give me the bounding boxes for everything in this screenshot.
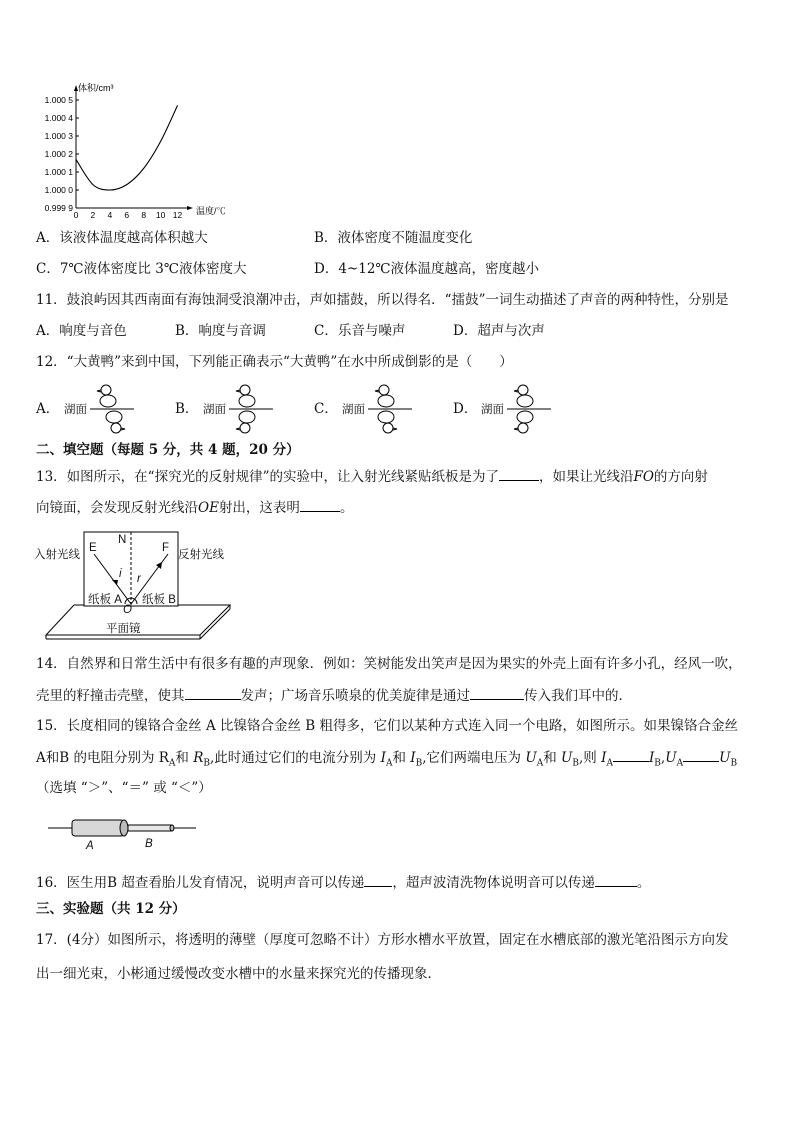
section-3-heading: 三、实验题（共 12 分） [36,901,186,917]
volume-curve [76,105,178,190]
q11-stem: 11．鼓浪屿因其西南面有海蚀洞受浪潮冲击，声如擂鼓，所以得名．“擂鼓”一词生动描述了声音的两种特性，分别是 [36,292,729,308]
y-tick-label: 1.000 2 [44,149,73,159]
y-tick-label: 1.000 1 [44,167,73,177]
point-o-label: O [123,604,132,616]
reflected-ray-label: 反射光线 [178,549,224,561]
angle-i-label: i [119,568,122,580]
x-tick-label: 6 [124,210,130,220]
x-tick-label: 0 [73,210,79,220]
duck-figure-a [90,380,140,438]
mirror-label: 平面镜 [106,623,141,635]
graph-xlabel: 温度/℃ [196,206,226,216]
wire-b [128,825,172,831]
lake-label: 湖面 [64,404,87,416]
q10-option-d: D．4~12℃液体温度越高，密度越小 [314,261,540,277]
q11-option-a: A．响度与音色 [36,323,127,339]
x-tick-label: 8 [141,210,147,220]
x-tick-label: 12 [172,210,183,220]
wire-b-label: B [145,838,153,850]
q12-option-c: C． 湖面 [314,380,424,438]
y-tick-label: 1.000 3 [44,131,73,141]
q12-option-d: D． 湖面 [453,380,563,438]
volume-temperature-graph [30,82,245,220]
q12-stem: 12．“大黄鸭”来到中国，下列能正确表示“大黄鸭”在水中所成倒影的是（ ） [36,354,513,370]
q15-line-1: 15．长度相同的镍铬合金丝 A 比镍铬合金丝 B 粗得多，它们以某种方式连入同一个电路，如图所示。如果镍铬合金丝 [36,718,739,734]
x-tick-label: 10 [155,210,166,220]
duck-figure-c [368,380,418,438]
duck-figure-d [507,380,557,438]
q11-option-c: C．乐音与噪声 [314,323,406,339]
q16-line: 16．医生用B 超查看胎儿发育情况，说明声音可以传递 ，超声波清洗物体说明音可以传递 。 [36,872,650,893]
q10-option-b: B．液体密度不随温度变化 [314,230,473,246]
q11-option-b: B．响度与音调 [175,323,266,339]
q10-option-c: C．7℃液体密度比 3℃液体密度大 [36,261,247,277]
y-tick-label: 0.999 9 [44,203,73,213]
q12-option-a: A． 湖面 [36,380,146,438]
duck-figure-b [229,380,279,438]
q14-line-1: 14．自然界和日常生活中有很多有趣的声现象．例如：笑树能发出笑声是因为果实的外壳上面有许多小孔，经风一吹， [36,656,742,672]
q17-line-2: 出一细光束，小彬通过缓慢改变水槽中的水量来探究光的传播现象． [36,966,441,982]
q15-line-2: A和B 的电阻分别为 $R_A$和 $R_B$,此时通过它们的电流分别为 $I_A$和 $I_B$,它们两端电压为 $U_A$和 $U_B$,则 $I_A$ $I_B,U_A$ $U_B$ [36,747,737,774]
q15-line-3: （选填 “＞”、“＝” 或 “＜”） [36,780,212,796]
x-tick-label: 2 [90,210,96,220]
lake-label: 湖面 [203,404,226,416]
incident-ray-label: 入射光线 [34,549,80,561]
y-tick-label: 1.000 4 [44,113,73,123]
q17-line-1: 17．(4分）如图所示，将透明的薄壁（厚度可忽略不计）方形水槽水平放置，固定在水槽底部的激光笔沿图示方向发 [36,932,729,948]
label-f: F [162,542,170,554]
wire-figure [44,814,204,854]
wire-a-label: A [86,840,94,852]
label-e: E [89,542,97,554]
y-tick-label: 1.000 5 [44,95,73,105]
board-b-label: 纸板 B [142,594,176,606]
q13-line-1: 13．如图所示，在“探究光的反射规律”的实验中，让入射光线紧贴纸板是为了 ，如果让光线沿FO的方向射 [36,466,708,487]
board-a-label: 纸板 A [88,594,122,606]
lake-label: 湖面 [481,404,504,416]
section-2-heading: 二、填空题（每题 5 分，共 4 题，20 分） [36,442,300,458]
lake-label: 湖面 [342,404,365,416]
x-tick-label: 4 [107,210,113,220]
q13-line-2: 向镜面，会发现反射光线沿OE射出，这表明 。 [36,497,353,518]
graph-ylabel: 体积/cm³ [78,83,114,93]
wire-a [72,820,124,836]
q11-option-d: D．超声与次声 [453,323,545,339]
label-n: N [118,534,127,546]
q14-line-2: 壳里的籽撞击壳壁，使其 发声；广场音乐喷泉的优美旋律是通过 传入我们耳中的． [36,685,632,706]
angle-r-label: r [137,573,141,585]
y-tick-label: 1.000 0 [44,185,73,195]
q12-option-b: B． 湖面 [175,380,285,438]
q10-option-a: A．该液体温度越高体积越大 [36,230,208,246]
